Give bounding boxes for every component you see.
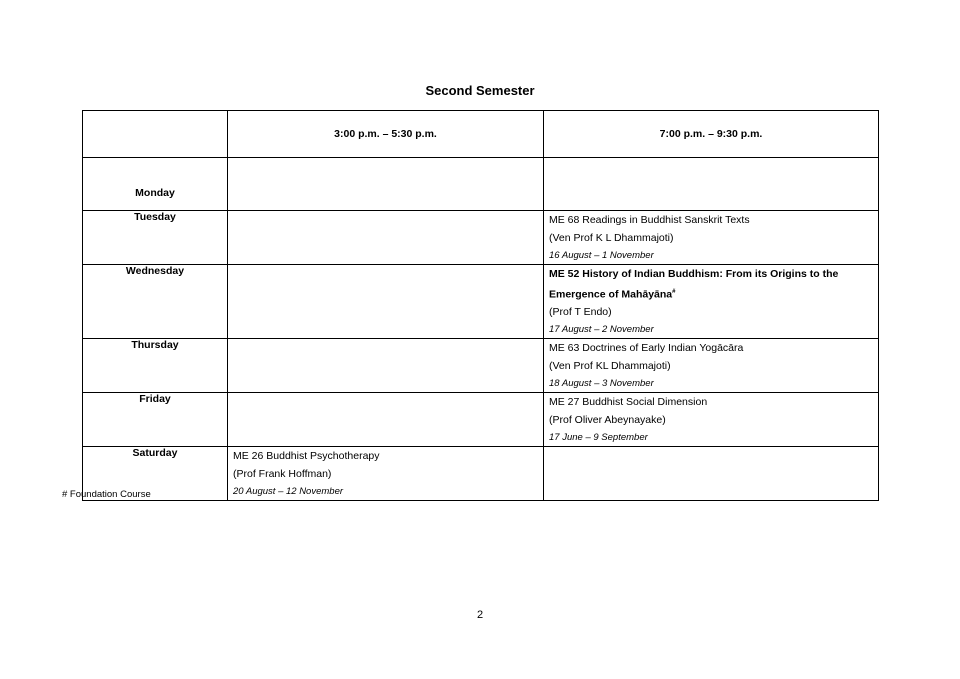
course-title: ME 52 History of Indian Buddhism: From its Origins to the Emergence of Mahāyāna <box>549 268 839 300</box>
evening-cell <box>544 393 879 447</box>
header-row <box>83 111 879 158</box>
course-teacher: (Prof Frank Hoffman) <box>233 467 332 480</box>
course-teacher: (Ven Prof K L Dhammajoti) <box>549 231 674 244</box>
header-afternoon-slot: 3:00 p.m. – 5:30 p.m. <box>228 111 544 158</box>
schedule-table <box>82 110 879 501</box>
course-dates: 16 August – 1 November <box>549 250 654 261</box>
course-dates: 17 August – 2 November <box>549 324 654 335</box>
day-label: Wednesday <box>83 265 228 339</box>
course-dates: 18 August – 3 November <box>549 378 654 389</box>
course-entry <box>544 393 878 446</box>
table-row <box>83 265 879 339</box>
course-entry <box>228 447 543 500</box>
course-entry <box>544 265 878 338</box>
course-teacher: (Prof T Endo) <box>549 305 612 318</box>
table-row <box>83 393 879 447</box>
day-label: Tuesday <box>83 211 228 265</box>
course-teacher: (Prof Oliver Abeynayake) <box>549 413 666 426</box>
evening-cell <box>544 158 879 211</box>
course-dates: 17 June – 9 September <box>549 432 648 443</box>
day-label: Saturday <box>83 447 228 501</box>
header-corner <box>83 111 228 158</box>
afternoon-cell <box>228 393 544 447</box>
afternoon-cell <box>228 447 544 501</box>
course-title: ME 26 Buddhist Psychotherapy <box>233 450 380 462</box>
day-label: Monday <box>83 158 228 211</box>
course-title-wrapper <box>549 266 873 304</box>
table-row <box>83 158 879 211</box>
afternoon-cell <box>228 339 544 393</box>
day-label: Thursday <box>83 339 228 393</box>
course-teacher: (Ven Prof KL Dhammajoti) <box>549 359 671 372</box>
course-title: ME 68 Readings in Buddhist Sanskrit Texts <box>549 214 750 226</box>
afternoon-cell <box>228 265 544 339</box>
evening-cell <box>544 211 879 265</box>
evening-cell <box>544 265 879 339</box>
page-title: Second Semester <box>425 83 535 98</box>
table-row <box>83 447 879 501</box>
course-entry <box>544 339 878 392</box>
course-title: ME 63 Doctrines of Early Indian Yogācāra <box>549 342 744 354</box>
header-evening-slot: 7:00 p.m. – 9:30 p.m. <box>544 111 879 158</box>
table-row <box>83 339 879 393</box>
footnote: # Foundation Course <box>62 489 151 500</box>
afternoon-cell <box>228 211 544 265</box>
course-dates: 20 August – 12 November <box>233 486 344 497</box>
foundation-mark: # <box>672 288 676 295</box>
course-title: ME 27 Buddhist Social Dimension <box>549 396 708 408</box>
afternoon-cell <box>228 158 544 211</box>
evening-cell <box>544 339 879 393</box>
day-label: Friday <box>83 393 228 447</box>
course-entry <box>544 211 878 264</box>
evening-cell <box>544 447 879 501</box>
page-number: 2 <box>476 609 484 621</box>
table-row <box>83 211 879 265</box>
